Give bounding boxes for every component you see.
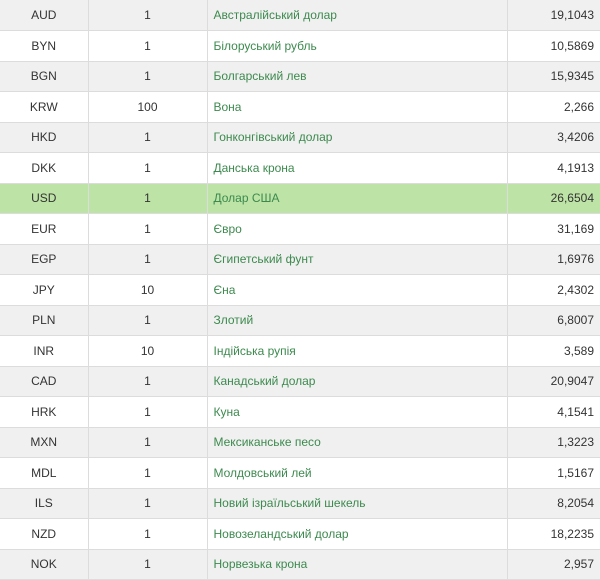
unit-count-cell: 1: [88, 214, 207, 245]
currency-name-cell: [207, 31, 507, 62]
currency-name-cell: [207, 458, 507, 489]
exchange-rate-cell: 10,5869: [507, 31, 600, 62]
currency-code-cell: PLN: [0, 305, 88, 336]
unit-count-cell: 1: [88, 305, 207, 336]
unit-count-cell: 1: [88, 244, 207, 275]
currency-code-cell: JPY: [0, 275, 88, 306]
currency-name-cell: [207, 305, 507, 336]
table-row: [0, 31, 600, 62]
currency-code-cell: KRW: [0, 92, 88, 123]
currency-name-link[interactable]: Новий ізраїльський шекель: [213, 496, 366, 511]
exchange-rate-cell: 8,2054: [507, 488, 600, 519]
currency-name-link[interactable]: Єгипетський фунт: [213, 252, 314, 267]
table-row: [0, 458, 600, 489]
currency-code-cell: NOK: [0, 549, 88, 580]
table-row: [0, 153, 600, 184]
currency-name-cell: [207, 366, 507, 397]
currency-code-cell: HRK: [0, 397, 88, 428]
currency-name-cell: [207, 122, 507, 153]
exchange-rate-cell: 18,2235: [507, 519, 600, 550]
table-row: [0, 397, 600, 428]
currency-name-link[interactable]: Вона: [213, 99, 242, 114]
unit-count-cell: 10: [88, 275, 207, 306]
table-row: [0, 519, 600, 550]
unit-count-cell: 1: [88, 31, 207, 62]
table-row: [0, 244, 600, 275]
exchange-rate-cell: 31,169: [507, 214, 600, 245]
currency-name-link[interactable]: Данська крона: [213, 160, 295, 175]
currency-code-cell: INR: [0, 336, 88, 367]
currency-code-cell: ILS: [0, 488, 88, 519]
exchange-rate-cell: 1,5167: [507, 458, 600, 489]
exchange-rate-cell: 2,957: [507, 549, 600, 580]
table-row: [0, 305, 600, 336]
unit-count-cell: 1: [88, 0, 207, 31]
currency-code-cell: EUR: [0, 214, 88, 245]
table-row: [0, 336, 600, 367]
table-row: [0, 61, 600, 92]
unit-count-cell: 1: [88, 458, 207, 489]
unit-count-cell: 100: [88, 92, 207, 123]
unit-count-cell: 1: [88, 427, 207, 458]
currency-name-cell: [207, 92, 507, 123]
currency-name-link[interactable]: Австралійський долар: [213, 8, 337, 22]
unit-count-cell: 1: [88, 61, 207, 92]
currency-code-cell: MDL: [0, 458, 88, 489]
exchange-rate-cell: 4,1541: [507, 397, 600, 428]
currency-name-link[interactable]: Євро: [213, 221, 242, 236]
unit-count-cell: 1: [88, 549, 207, 580]
currency-code-cell: MXN: [0, 427, 88, 458]
currency-name-link[interactable]: Норвезька крона: [213, 557, 308, 572]
exchange-rate-cell: 6,8007: [507, 305, 600, 336]
currency-code-cell: USD: [0, 183, 88, 214]
currency-code-cell: CAD: [0, 366, 88, 397]
currency-name-link[interactable]: Новозеландський долар: [213, 526, 349, 541]
currency-name-cell: [207, 336, 507, 367]
currency-name-cell: [207, 427, 507, 458]
exchange-rate-cell: 26,6504: [507, 183, 600, 214]
exchange-rate-cell: 2,4302: [507, 275, 600, 306]
currency-name-cell: [207, 549, 507, 580]
currency-name-link[interactable]: Єна: [213, 282, 236, 297]
currency-name-link[interactable]: Гонконгівський долар: [213, 130, 333, 145]
currency-name-cell: [207, 183, 507, 214]
currency-name-cell: [207, 244, 507, 275]
currency-code-cell: BGN: [0, 61, 88, 92]
exchange-rate-cell: 1,6976: [507, 244, 600, 275]
currency-name-cell: [207, 519, 507, 550]
currency-name-cell: [207, 488, 507, 519]
unit-count-cell: 10: [88, 336, 207, 367]
table-row: [0, 275, 600, 306]
currency-name-cell: [207, 214, 507, 245]
table-row: [0, 214, 600, 245]
table-row: [0, 183, 600, 214]
currency-code-cell: BYN: [0, 31, 88, 62]
currency-name-link[interactable]: Болгарський лев: [213, 69, 307, 84]
currency-name-link[interactable]: Канадський долар: [213, 374, 316, 389]
unit-count-cell: 1: [88, 397, 207, 428]
unit-count-cell: 1: [88, 488, 207, 519]
currency-name-link[interactable]: Індійська рупія: [213, 343, 296, 358]
currency-name-link[interactable]: Молдовський лей: [213, 465, 312, 480]
table-row: [0, 0, 600, 31]
currency-name-link[interactable]: Мексиканське песо: [213, 435, 321, 450]
currency-name-cell: [207, 275, 507, 306]
currency-name-cell: [207, 397, 507, 428]
exchange-rate-cell: 3,589: [507, 336, 600, 367]
table-row: [0, 366, 600, 397]
currency-name-link[interactable]: Куна: [213, 404, 240, 419]
currency-name-cell: [207, 0, 507, 31]
unit-count-cell: 1: [88, 366, 207, 397]
exchange-rate-cell: 3,4206: [507, 122, 600, 153]
unit-count-cell: 1: [88, 183, 207, 214]
currency-name-link[interactable]: Злотий: [213, 313, 254, 328]
currency-name-link[interactable]: Долар США: [213, 191, 280, 206]
table-row: [0, 427, 600, 458]
exchange-rate-cell: 1,3223: [507, 427, 600, 458]
currency-name-link[interactable]: Білоруський рубль: [213, 38, 317, 53]
currency-name-cell: [207, 153, 507, 184]
table-row: [0, 549, 600, 580]
currency-code-cell: NZD: [0, 519, 88, 550]
unit-count-cell: 1: [88, 519, 207, 550]
currency-code-cell: EGP: [0, 244, 88, 275]
table-row: [0, 122, 600, 153]
exchange-rate-cell: 4,1913: [507, 153, 600, 184]
currency-code-cell: HKD: [0, 122, 88, 153]
exchange-rate-cell: 20,9047: [507, 366, 600, 397]
currency-code-cell: AUD: [0, 0, 88, 31]
exchange-rate-cell: 15,9345: [507, 61, 600, 92]
exchange-rate-cell: 2,266: [507, 92, 600, 123]
table-row: [0, 92, 600, 123]
unit-count-cell: 1: [88, 153, 207, 184]
exchange-rate-cell: 19,1043: [507, 0, 600, 31]
currency-name-cell: [207, 61, 507, 92]
currency-code-cell: DKK: [0, 153, 88, 184]
unit-count-cell: 1: [88, 122, 207, 153]
table-row: [0, 488, 600, 519]
